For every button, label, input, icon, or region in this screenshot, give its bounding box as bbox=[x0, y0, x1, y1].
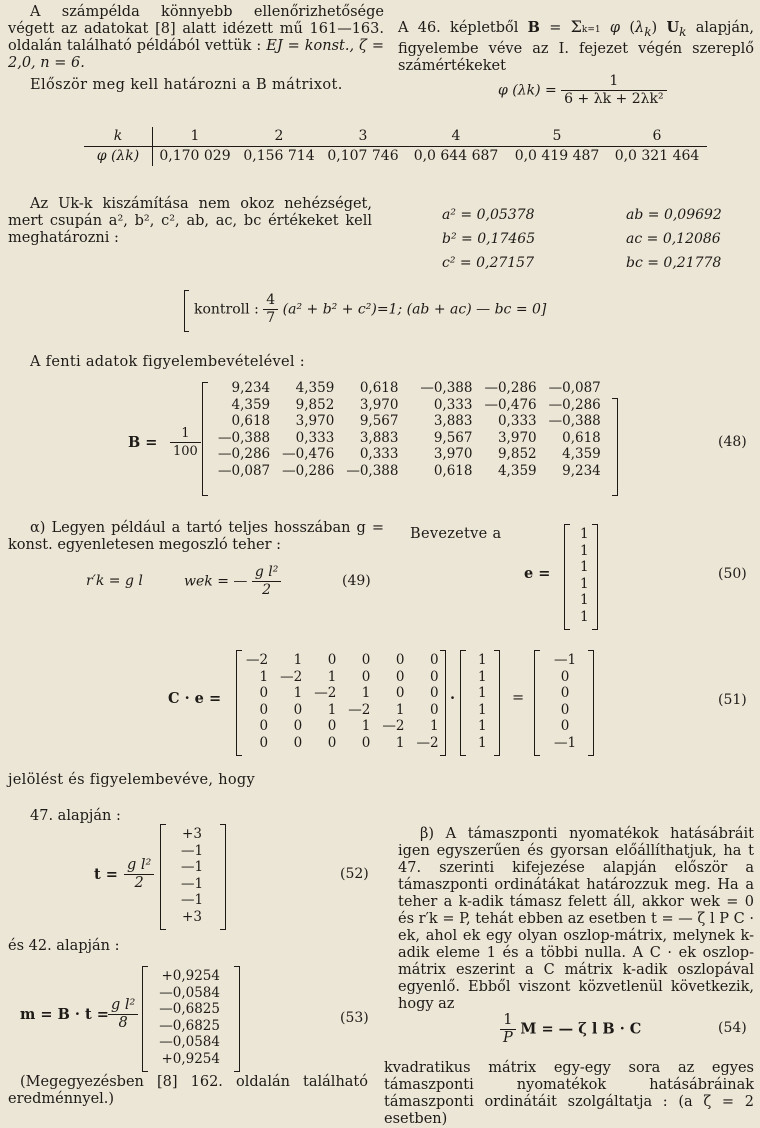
matrix-row bbox=[212, 397, 607, 414]
m-lhs: m = B · t = bbox=[20, 1006, 109, 1023]
beta-text: β) A támaszponti nyomatékok hatásábráit igen egyszerűen és gyorsan előállíthatjuk, ha t 47. szerinti kifejezése alapján először a támaszponti ordinátákat határozzuk meg. Ha a teher a k-adik támasz felett áll, akkor wek = 0 és r′k = P, tehát ebben az esetben t = — ζ l P C · ek, ahol ek egy olyan oszlop-mátrix, melynek k-adik eleme 1 és a többi nulla. A C · ek oszlop-mátrix eszerint a C mátrix k-adik oszlopával egyenlő. Ebből viszont közvetlenül következik, hogy az bbox=[398, 826, 754, 1012]
matrix-cell: 0 bbox=[259, 701, 269, 718]
table-k-value: 3 bbox=[321, 127, 405, 147]
matrix-cell: 0 bbox=[395, 685, 405, 701]
matrix-cell: —2 bbox=[246, 652, 269, 668]
value-ab: ab = 0,09692 bbox=[626, 207, 722, 223]
matrix-cell: —0,388 bbox=[548, 413, 601, 429]
matrix-row bbox=[212, 413, 607, 430]
matrix-cell: 3,883 bbox=[359, 429, 399, 446]
equation-number-51: (51) bbox=[718, 692, 747, 708]
kontroll-frac-num: 4 bbox=[263, 292, 278, 310]
table-phi-value: 0,170 029 bbox=[159, 148, 231, 164]
kvad-text: kvadratikus mátrix egy-egy sora az egyes támaszponti nyomatékok hatásábráinak támaszponti ordinátáit szolgáltatja : (a ζ = 2 esetben) bbox=[384, 1060, 754, 1127]
equation-number-48: (48) bbox=[718, 434, 747, 450]
matrix-row bbox=[240, 685, 445, 702]
ce-lhs: C · e = bbox=[168, 690, 222, 707]
vector-cell: 1 bbox=[580, 608, 589, 625]
vector-cell: 0 bbox=[560, 685, 570, 701]
eq49-w-lhs: wek = — bbox=[184, 573, 248, 590]
t-bracket-right bbox=[220, 824, 226, 930]
ce-dot: · bbox=[450, 690, 456, 707]
m-bracket-left bbox=[142, 966, 148, 1072]
beta-paragraph bbox=[398, 826, 754, 1013]
equation-number-50: (50) bbox=[718, 566, 747, 582]
t-vector bbox=[168, 826, 216, 925]
matrix-cell: —0,087 bbox=[218, 462, 271, 479]
vector-cell: 1 bbox=[478, 701, 487, 718]
matrix-cell: 4,359 bbox=[562, 446, 601, 462]
vector-cell: —1 bbox=[553, 734, 577, 751]
e-bracket-left bbox=[564, 524, 570, 630]
jeloles-text: jelölést és figyelembevéve, hogy bbox=[8, 772, 255, 788]
intro-equation: EJ = konst., ζ = 2,0, n = 6. bbox=[8, 38, 385, 71]
vector-cell: —1 bbox=[180, 892, 204, 908]
matrix-cell: 0 bbox=[293, 734, 303, 751]
b-matrix-lhs: B = bbox=[128, 434, 158, 451]
m-vector bbox=[150, 968, 226, 1067]
m-bracket-right bbox=[234, 966, 240, 1072]
value-a2: a² = 0,05378 bbox=[442, 207, 535, 223]
matrix-cell: —0,388 bbox=[218, 429, 271, 446]
matrix-cell: 0,333 bbox=[433, 396, 473, 413]
vector-cell: 1 bbox=[580, 592, 589, 608]
matrix-cell: 0 bbox=[429, 668, 439, 685]
matrix-cell: 0,618 bbox=[231, 413, 271, 429]
t-bracket-left bbox=[160, 824, 166, 930]
t-fraction bbox=[124, 857, 154, 892]
matrix-row bbox=[212, 380, 607, 397]
b-matrix-bracket-left bbox=[202, 382, 208, 496]
matrix-cell: 0 bbox=[327, 734, 337, 751]
matrix-cell: —2 bbox=[416, 734, 439, 751]
e-vector-lhs: e = bbox=[524, 565, 551, 582]
matrix-cell: 0 bbox=[259, 718, 269, 734]
b-matrix-bracket-right bbox=[612, 398, 618, 496]
vector-cell: 1 bbox=[580, 559, 589, 575]
matrix-cell: 9,852 bbox=[497, 446, 537, 462]
m-fraction bbox=[108, 997, 138, 1032]
t-lhs: t = bbox=[94, 866, 118, 883]
phi-formula bbox=[498, 73, 667, 108]
matrix-cell: 1 bbox=[293, 685, 303, 701]
m-frac-den: 8 bbox=[118, 1015, 128, 1031]
matrix-row bbox=[240, 718, 445, 735]
matrix-cell: —2 bbox=[314, 685, 337, 701]
alpha-paragraph bbox=[8, 520, 384, 554]
ce-equals: = bbox=[512, 690, 525, 706]
matrix-cell: 0 bbox=[395, 668, 405, 685]
table-header-k: k bbox=[84, 127, 153, 147]
vector-cell: —0,0584 bbox=[159, 1034, 220, 1050]
matrix-cell: 3,970 bbox=[359, 396, 399, 413]
kvad-paragraph bbox=[384, 1060, 754, 1128]
matrix-cell: 0 bbox=[395, 652, 405, 668]
matrix-cell: 9,567 bbox=[359, 413, 399, 429]
ce-e-vector bbox=[472, 652, 493, 751]
megegyezes-text: (Megegyezésben [8] 162. oldalán található eredménnyel.) bbox=[8, 1074, 368, 1107]
equation-number-54: (54) bbox=[718, 1020, 747, 1036]
vector-cell: 1 bbox=[478, 652, 487, 668]
table-k-value: 1 bbox=[153, 127, 238, 147]
phi-table bbox=[84, 127, 707, 166]
vector-cell: —0,0584 bbox=[159, 984, 220, 1001]
eq54-frac-num: 1 bbox=[500, 1012, 516, 1030]
equation-number-52: (52) bbox=[340, 866, 369, 882]
matrix-cell: 0 bbox=[293, 718, 303, 734]
table-k-value: 6 bbox=[607, 127, 707, 147]
matrix-row bbox=[212, 446, 607, 463]
matrix-cell: —0,388 bbox=[346, 462, 399, 479]
matrix-row bbox=[240, 669, 445, 686]
matrix-cell: 0,333 bbox=[497, 413, 537, 429]
matrix-row bbox=[240, 735, 445, 752]
formula-text-a: A 46. képletből bbox=[398, 20, 519, 36]
matrix-cell: 1 bbox=[259, 668, 269, 685]
values-right bbox=[626, 203, 722, 275]
e-vector bbox=[574, 526, 595, 625]
matrix-cell: 1 bbox=[395, 701, 405, 718]
kontroll-frac-den: 7 bbox=[266, 310, 276, 326]
table-phi-value: 0,156 714 bbox=[243, 148, 315, 164]
eq54-frac-den: P bbox=[503, 1030, 513, 1046]
matrix-cell: 1 bbox=[361, 685, 371, 701]
matrix-cell: 0 bbox=[259, 734, 269, 751]
matrix-cell: 3,970 bbox=[433, 446, 473, 462]
e2-bracket-right bbox=[494, 650, 500, 756]
matrix-cell: —2 bbox=[348, 701, 371, 718]
matrix-cell: 0 bbox=[361, 734, 371, 751]
table-k-value: 4 bbox=[405, 127, 507, 147]
res-bracket-left bbox=[534, 650, 540, 756]
t-frac-den: 2 bbox=[134, 875, 144, 891]
table-phi-value: 0,0 644 687 bbox=[413, 148, 499, 164]
matrix-row bbox=[212, 463, 607, 480]
intro-paragraph bbox=[8, 4, 384, 72]
matrix-cell: 4,359 bbox=[231, 396, 271, 413]
eq49-right bbox=[184, 564, 281, 599]
vector-cell: —0,6825 bbox=[159, 1017, 220, 1034]
matrix-cell: 1 bbox=[293, 652, 303, 668]
matrix-cell: 0 bbox=[327, 718, 337, 734]
matrix-cell: 9,567 bbox=[433, 429, 473, 446]
matrix-cell: 1 bbox=[327, 701, 337, 718]
vector-cell: +0,9254 bbox=[161, 1050, 220, 1067]
matrix-cell: 1 bbox=[361, 718, 371, 734]
vector-cell: —1 bbox=[180, 859, 204, 875]
table-k-value: 2 bbox=[237, 127, 321, 147]
matrix-cell: 0,618 bbox=[562, 429, 601, 446]
table-phi-value: 0,107 746 bbox=[327, 148, 399, 164]
b-matrix bbox=[212, 380, 607, 479]
eq54-rest: M = — ζ l B · C bbox=[520, 1020, 642, 1038]
matrix-cell: 0 bbox=[429, 701, 439, 718]
matrix-cell: 0 bbox=[361, 652, 371, 668]
t-frac-num: g l² bbox=[124, 857, 154, 875]
matrix-cell: 9,852 bbox=[295, 396, 335, 413]
value-bc: bc = 0,21778 bbox=[626, 255, 722, 271]
eq49-frac-den: 2 bbox=[262, 582, 272, 598]
table-phi-value: 0,0 419 487 bbox=[514, 148, 600, 164]
alpha-text: α) Legyen például a tartó teljes hosszában g = konst. egyenletesen megoszló teher : bbox=[8, 520, 384, 553]
matrix-cell: 9,234 bbox=[562, 462, 601, 479]
matrix-cell: 0 bbox=[259, 685, 269, 701]
t-intro: 47. alapján : bbox=[30, 808, 121, 824]
matrix-cell: —2 bbox=[280, 668, 303, 685]
matrix-cell: 0,333 bbox=[295, 429, 335, 446]
table-row-label-phi: φ (λk) bbox=[84, 147, 153, 167]
vector-cell: 1 bbox=[478, 685, 487, 701]
b-matrix-fraction bbox=[170, 425, 201, 460]
matrix-cell: 0 bbox=[361, 668, 371, 685]
phi-lhs: φ (λk) = bbox=[498, 82, 557, 99]
matrix-cell: 4,359 bbox=[295, 380, 335, 396]
b-frac-den: 100 bbox=[173, 444, 198, 459]
matrix-cell: —0,476 bbox=[282, 446, 335, 462]
matrix-cell: —0,286 bbox=[282, 462, 335, 479]
matrix-row bbox=[240, 702, 445, 719]
vector-cell: +3 bbox=[182, 908, 202, 925]
fenti-text: A fenti adatok figyelembevételével : bbox=[30, 354, 305, 370]
matrix-row bbox=[212, 430, 607, 447]
formula-paragraph: A 46. képletből B = Σk=1 φ $(\lambda_k)$ $U_k$ alapján, figyelembe véve az I. fejezet végén szereplő számértékeket bbox=[398, 17, 755, 74]
m-intro: és 42. alapján : bbox=[8, 938, 120, 954]
equation-number-53: (53) bbox=[340, 1010, 369, 1026]
kontroll-bracket bbox=[184, 290, 189, 332]
formula-text-b: alapján, figyelembe véve az I. fejezet végén szereplő számértékeket bbox=[398, 20, 755, 74]
matrix-cell: 0 bbox=[327, 652, 337, 668]
vector-cell: —1 bbox=[553, 652, 577, 668]
e2-bracket-left bbox=[460, 650, 466, 756]
matrix-cell: 0,618 bbox=[359, 380, 399, 396]
kontroll-rest: (a² + b² + c²)=1; (ab + ac) — bc = 0] bbox=[282, 301, 547, 318]
value-b2: b² = 0,17465 bbox=[442, 231, 536, 247]
matrix-cell: 1 bbox=[429, 718, 439, 734]
matrix-cell: —0,286 bbox=[218, 446, 271, 462]
phi-denominator: 6 + λk + 2λk² bbox=[564, 91, 664, 107]
phi-numerator: 1 bbox=[561, 73, 666, 91]
vector-cell: —1 bbox=[180, 842, 204, 859]
uk-text: Az Uk-k kiszámítása nem okoz nehézséget, mert csupán a², b², c², ab, ac, bc értékeket kell meghatározni : bbox=[8, 196, 372, 246]
vector-cell: 0 bbox=[560, 668, 570, 685]
vector-cell: 0 bbox=[560, 718, 570, 734]
kontroll-equation bbox=[194, 292, 546, 327]
vector-cell: 1 bbox=[580, 575, 589, 592]
matrix-cell: 0 bbox=[429, 652, 439, 668]
values-left bbox=[442, 203, 535, 275]
vector-cell: 1 bbox=[478, 718, 487, 734]
vector-cell: +3 bbox=[182, 826, 202, 842]
matrix-cell: —0,476 bbox=[484, 396, 537, 413]
matrix-cell: —2 bbox=[382, 718, 405, 734]
equation-number-49: (49) bbox=[342, 573, 371, 589]
matrix-cell: —0,286 bbox=[484, 380, 537, 396]
eq49-frac-num: g l² bbox=[252, 564, 282, 582]
vector-cell: —0,6825 bbox=[159, 1001, 220, 1017]
matrix-cell: 0 bbox=[293, 701, 303, 718]
kontroll-label: kontroll : bbox=[194, 301, 259, 318]
c-matrix bbox=[240, 652, 445, 751]
first-step-text: Először meg kell határozni a B mátrixot. bbox=[30, 77, 343, 93]
matrix-cell: —0,286 bbox=[548, 396, 601, 413]
table-phi-value: 0,0 321 464 bbox=[614, 148, 700, 164]
matrix-cell: —0,087 bbox=[548, 380, 601, 396]
vector-cell: 1 bbox=[580, 542, 589, 559]
matrix-cell: —0,388 bbox=[420, 380, 473, 396]
value-c2: c² = 0,27157 bbox=[442, 255, 534, 271]
value-ac: ac = 0,12086 bbox=[626, 231, 721, 247]
bevezetve-text: Bevezetve a bbox=[410, 526, 502, 542]
eq54 bbox=[500, 1012, 641, 1047]
matrix-cell: 3,970 bbox=[497, 429, 537, 446]
matrix-cell: 1 bbox=[395, 734, 405, 751]
matrix-cell: 0,618 bbox=[433, 462, 473, 479]
res-bracket-right bbox=[588, 650, 594, 756]
uk-paragraph bbox=[8, 196, 372, 247]
vector-cell: 1 bbox=[478, 668, 487, 685]
matrix-cell: 3,970 bbox=[295, 413, 335, 429]
m-frac-num: g l² bbox=[108, 997, 138, 1015]
megegyezes-paragraph bbox=[8, 1074, 368, 1108]
ce-result-vector bbox=[546, 652, 584, 751]
vector-cell: 1 bbox=[580, 526, 589, 542]
matrix-cell: 0 bbox=[429, 685, 439, 701]
table-k-value: 5 bbox=[507, 127, 607, 147]
matrix-cell: 3,883 bbox=[433, 413, 473, 429]
matrix-cell: 1 bbox=[327, 668, 337, 685]
vector-cell: 1 bbox=[478, 734, 487, 751]
matrix-cell: 0,333 bbox=[359, 446, 399, 462]
vector-cell: 0 bbox=[560, 701, 570, 718]
b-frac-num: 1 bbox=[170, 425, 201, 443]
vector-cell: +0,9254 bbox=[161, 968, 220, 984]
intro-text: A számpélda könnyebb ellenőrizhetősége végett az adatokat [8] alatt idézett mű 161—163. oldalán található példából vettük : bbox=[8, 4, 384, 54]
matrix-cell: 4,359 bbox=[497, 462, 537, 479]
matrix-cell: 9,234 bbox=[231, 380, 271, 396]
vector-cell: —1 bbox=[180, 875, 204, 892]
eq49-left: r′k = g l bbox=[86, 573, 143, 589]
matrix-row bbox=[240, 652, 445, 669]
